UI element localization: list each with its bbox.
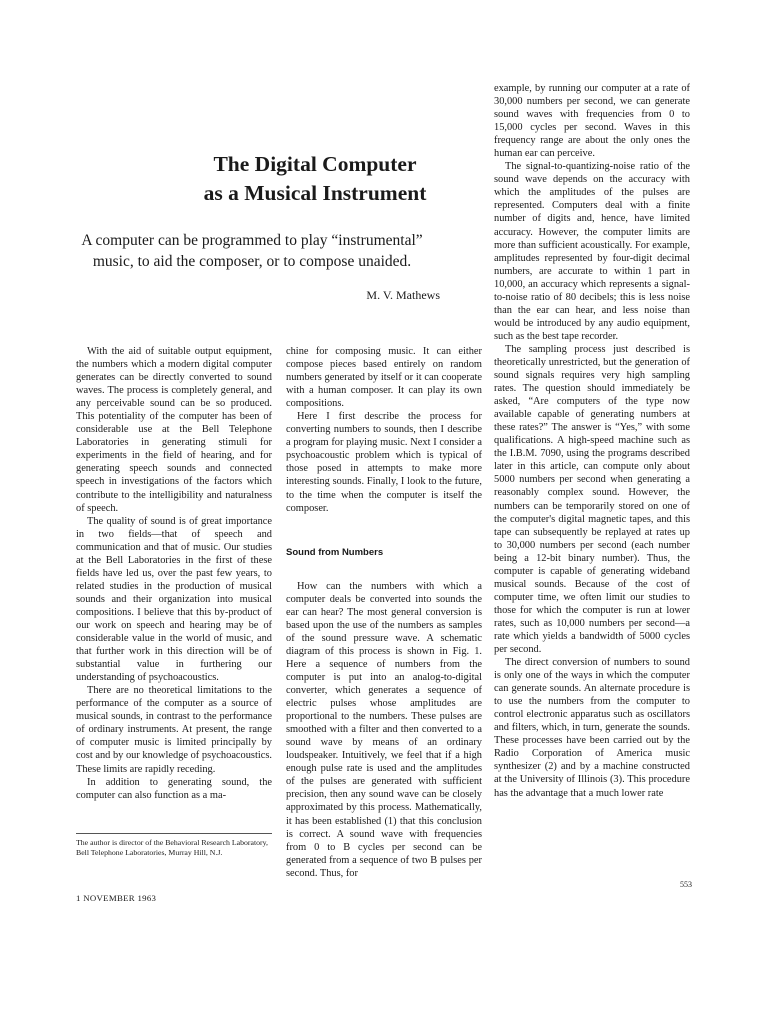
- author-footnote: The author is director of the Behavioral Research Laboratory, Bell Telephone Laboratories, Murray Hill, N.J.: [76, 838, 268, 857]
- paragraph: The direct conversion of numbers to sound is only one of the ways in which the computer can generate sounds. An alternate procedure is to use the numbers from the computer to control electronic apparatus such as oscillators and filters, which, in turn, generate the sounds. These processes have been carried out by the Radio Corporation of America music synthesizer (2) and by a machine constructed at the University of Illinois (3). This procedure has the advantage that a much lower rate: [494, 657, 690, 799]
- text-column-2: [286, 345, 482, 880]
- paragraph: In addition to generating sound, the computer can also function as a ma-: [76, 776, 272, 801]
- text-column-3: [494, 82, 690, 800]
- issue-date: 1 NOVEMBER 1963: [76, 893, 157, 903]
- paragraph: With the aid of suitable output equipment, the numbers which a modern digital computer generates can be directly converted to sound waves. The process is completely general, and any perceivable sound can be so produced. This potentiality of the computer has been of considerable use at the Bell Telephone Laboratories in generating stimuli for experiments in the field of hearing, and for generating speech sounds and connected speech in investigations of the factors which contribute to the intelligibility and naturalness of speech.: [76, 346, 272, 514]
- author-name: M. V. Mathews: [366, 288, 440, 302]
- paragraph: example, by running our computer at a rate of 30,000 numbers per second, we can generate sound waves with frequencies from 0 to 15,000 cycles per second. Waves in this frequency range are about the only ones the human ear can perceive.: [494, 83, 690, 160]
- article-title: [195, 150, 435, 208]
- footnote-divider: [76, 833, 272, 834]
- paragraph: chine for composing music. It can either compose pieces based entirely on random numbers generated by itself or it can cooperate with a human composer. It can play its own compositions.: [286, 346, 482, 410]
- paragraph: Here I first describe the process for converting numbers to sounds, then I describe a program for playing music. Next I consider a psychoacoustic problem which is typical of those posed in attempts to make more interesting sounds. Finally, I look to the future, to the time when the computer is itself the composer.: [286, 411, 482, 514]
- title-line-2: as a Musical Instrument: [203, 181, 427, 205]
- section-heading: Sound from Numbers: [286, 546, 384, 558]
- paragraph: The signal-to-quantizing-noise ratio of the sound wave depends on the accuracy with which the amplitudes of the pulses are represented. Computers deal with a finite number of digits and, hence, have limited accuracy. However, the computer limits are more than sufficient acoustically. For example, amplitudes represented by four-digit decimal numbers, are accurate to within 1 part in 10,000, an accuracy which represents a signal-to-noise ratio of 80 decibels; this is less noise than the ear can hear, and less noise than would be introduced by any audio equipment, such as the best tape recorder.: [494, 161, 690, 342]
- text-column-1: [76, 345, 272, 802]
- paragraph: There are no theoretical limitations to the performance of the computer as a source of musical sounds, in contrast to the performance of ordinary instruments. At present, the range of computer music is limited principally by cost and by our knowledge of psychoacoustics. These limits are rapidly receding.: [76, 685, 272, 775]
- paragraph: How can the numbers with which a computer deals be converted into sounds the ear can hear? The most general conversion is based upon the use of the numbers as samples of the sound pressure wave. A schematic diagram of this process is shown in Fig. 1. Here a sequence of numbers from the computer is put into an analog-to-digital converter, which generates a sequence of electric pulses whose amplitudes are proportional to the numbers. These pulses are smoothed with a filter and then converted to a sound wave by means of an ordinary loudspeaker. Intuitively, we feel that if a high enough pulse rate is used and the amplitudes of the pulses are generated with sufficient precision, then any sound wave can be closely approximated by this process. Mathematically, it has been established (1) that this conclusion is correct. A sound wave with frequencies from 0 to B cycles per second can be generated from a sequence of two B pulses per second. Thus, for: [286, 580, 482, 879]
- title-line-1: The Digital Computer: [213, 152, 417, 176]
- page-number: 553: [680, 880, 692, 889]
- article-subtitle: A computer can be programmed to play “instrumental” music, to aid the composer, or to compose unaided.: [81, 232, 423, 270]
- paragraph: The sampling process just described is theoretically unrestricted, but the generation of sound signals requires very high sampling rates. The question should immediately be asked, “Are computers of the type now available capable of generating numbers at these rates?” The answer is “Yes,” with some qualifications. A high-speed machine such as the I.B.M. 7090, using the programs described later in this article, can compute only about 5000 numbers per second when generating a reasonably complex sound. However, the numbers can be temporarily stored on one of the computer's digital magnetic tapes, and this tape can subsequently be replayed at rates up to 30,000 numbers per second (each number being a 12-bit binary number). Thus, the computer is capable of generating wideband musical sounds. Because of the cost of computer time, we often limit our studies to those for which the computer is run at lower rates, such as 10,000 numbers per second—a rate which yields a bandwidth of 5000 cycles per second.: [494, 343, 690, 656]
- paragraph: The quality of sound is of great importance in two fields—that of speech and communication and that of music. Our studies at the Bell Laboratories in the first of these fields have led us, over the past few years, to related studies in the production of musical sounds and their organization into musical compositions. I believe that this by-product of our work on speech and hearing may be of considerable value in the world of music, and that further work in this direction will be of substantial value in furthering our understanding of psychoacoustics.: [76, 515, 272, 684]
